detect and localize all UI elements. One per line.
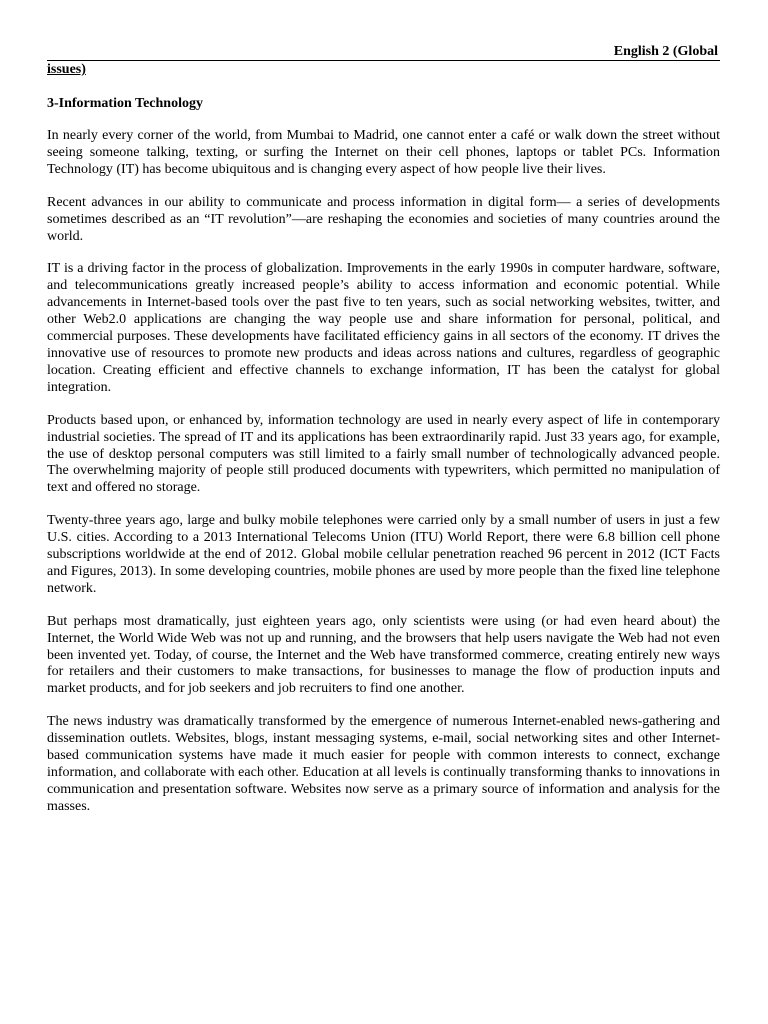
- paragraph-4: Products based upon, or enhanced by, information technology are used in nearly every aspect of life in contemporary industrial societies. The spread of IT and its applications has been extraordinarily rapid. Just 33 years ago, for example, the use of desktop personal computers was still limited to a fairly small number of technologically advanced people. The overwhelming majority of people still produced documents with typewriters, which permitted no manipulation of text and offered no storage.: [47, 412, 720, 496]
- header-title-continuation: issues): [47, 62, 86, 77]
- document-page: [47, 44, 720, 816]
- paragraph-2: Recent advances in our ability to communicate and process information in digital form— a series of developments sometimes described as an “IT revolution”—are reshaping the economies and societies of many countries around the world.: [47, 194, 720, 244]
- paragraph-1: In nearly every corner of the world, from Mumbai to Madrid, one cannot enter a café or walk down the street without seeing someone talking, texting, or surfing the Internet on their cell phones, laptops or tablet PCs. Information Technology (IT) has become ubiquitous and is changing every aspect of how people live their lives.: [47, 128, 720, 177]
- paragraph-6: But perhaps most dramatically, just eighteen years ago, only scientists were using (or had even heard about) the Internet, the World Wide Web was not up and running, and the browsers that help users navigate the Web had not even been invented yet. Today, of course, the Internet and the Web have transformed commerce, creating entirely new ways for retailers and their customers to make transactions, for businesses to manage the flow of production inputs and market products, and for job seekers and job recruiters to find one another.: [47, 613, 720, 697]
- section-title: 3-Information Technology: [47, 96, 203, 111]
- paragraph-7: The news industry was dramatically transformed by the emergence of numerous Internet-enabled news-gathering and dissemination outlets. Websites, blogs, instant messaging systems, e-mail, social networking sites and other Internet-based communication systems have made it much easier for people with common interests to connect, exchange information, and collaborate with each other. Education at all levels is continually transforming thanks to innovations in communication and presentation software. Websites now serve as a primary source of information and analysis for the masses.: [47, 714, 720, 814]
- paragraph-3: IT is a driving factor in the process of globalization. Improvements in the early 1990s in computer hardware, software, and telecommunications greatly increased people’s ability to access information and economic potential. While advancements in Internet-based tools over the past five to ten years, such as social networking websites, twitter, and other Web2.0 applications are changing the way people use and share information for personal, political, and commercial purposes. These developments have facilitated efficiency gains in all sectors of the economy. IT drives the innovative use of resources to promote new products and ideas across nations and cultures, regardless of geographic location. Creating efficient and effective channels to exchange information, IT has been the catalyst for global integration.: [47, 261, 720, 395]
- page-header: [47, 44, 720, 61]
- paragraph-5: Twenty-three years ago, large and bulky mobile telephones were carried only by a small number of users in just a few U.S. cities. According to a 2013 International Telecoms Union (ITU) World Report, there were 6.8 billion cell phone subscriptions worldwide at the end of 2012. Global mobile cellular penetration reached 96 percent in 2012 (ICT Facts and Figures, 2013). In some developing countries, mobile phones are used by more people than the fixed line telephone network.: [47, 513, 720, 596]
- header-title: English 2 (Global: [613, 44, 718, 59]
